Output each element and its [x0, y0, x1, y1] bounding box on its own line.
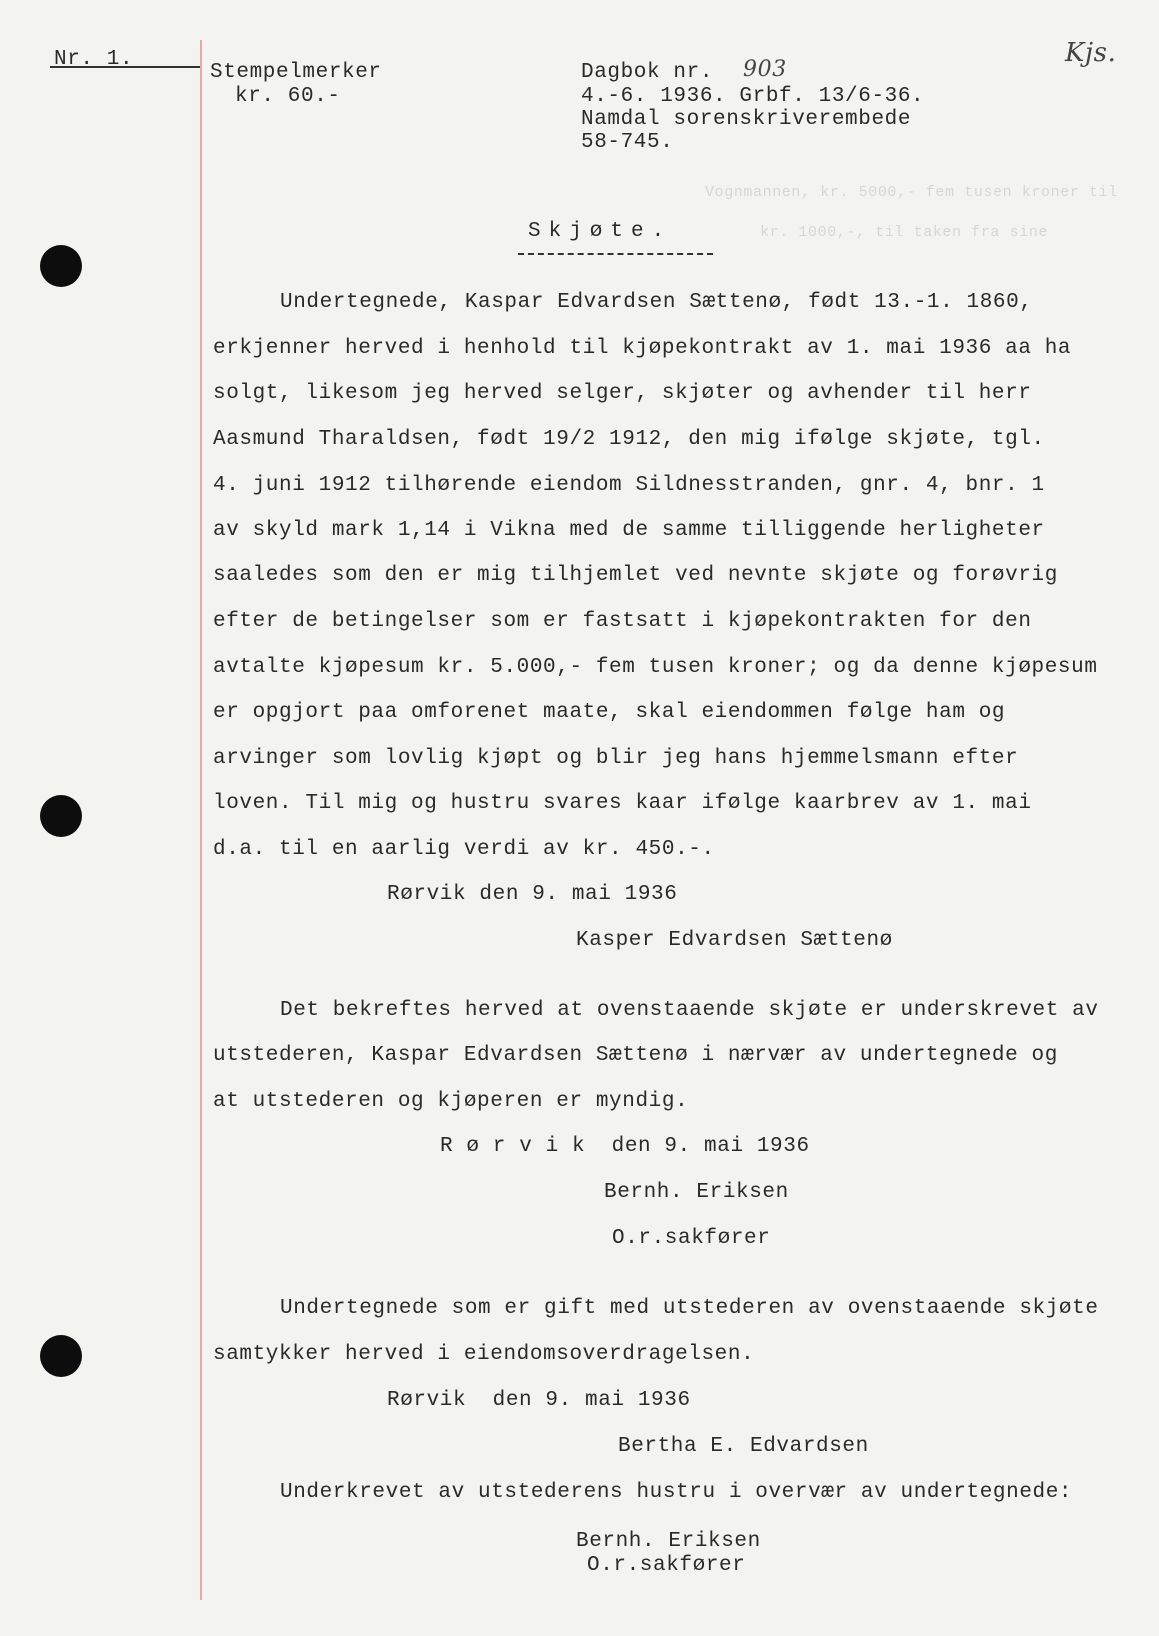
place-date: R ø r v i k den 9. mai 1936 — [440, 1135, 810, 1158]
consent-line: samtykker herved i eiendomsoverdragelsen. — [213, 1343, 755, 1366]
stamp-label: Stempelmerker — [210, 61, 382, 84]
place-date: Rørvik den 9. mai 1936 — [387, 1389, 691, 1412]
stamp-amount: kr. 60.- — [235, 85, 341, 108]
witness-statement: Underkrevet av utstederens hustru i overvær av undertegnede: — [280, 1481, 1073, 1504]
witness-name: Bernh. Eriksen — [576, 1530, 761, 1553]
body-line: er opgjort paa omforenet maate, skal eiendommen følge ham og — [213, 701, 1006, 724]
punch-hole — [40, 1335, 82, 1377]
reference-number: 58-745. — [581, 131, 674, 154]
witness-title: O.r.sakfører — [612, 1227, 771, 1250]
document-title: Skjøte. — [528, 220, 673, 243]
attest-line: Det bekreftes herved at ovenstaaende skjøte er underskrevet av — [280, 999, 1099, 1022]
body-line: arvinger som lovlig kjøpt og blir jeg hans hjemmelsmann efter — [213, 747, 1019, 770]
witness-name: Bernh. Eriksen — [604, 1181, 789, 1204]
office-name: Namdal sorenskriverembede — [581, 108, 912, 131]
document-number: Nr. 1. — [54, 48, 134, 71]
signature-name: Bertha E. Edvardsen — [618, 1435, 869, 1458]
title-underline — [518, 253, 713, 255]
punch-hole — [40, 795, 82, 837]
body-line: 4. juni 1912 tilhørende eiendom Sildnesstranden, gnr. 4, bnr. 1 — [213, 474, 1045, 497]
date-line: 4.-6. 1936. Grbf. 13/6-36. — [581, 85, 925, 108]
number-rule — [50, 66, 200, 68]
consent-line: Undertegnede som er gift med utstederen av ovenstaaende skjøte — [280, 1297, 1099, 1320]
body-line: efter de betingelser som er fastsatt i kjøpekontrakten for den — [213, 610, 1032, 633]
dagbok-label: Dagbok nr. — [581, 61, 714, 84]
body-line: saaledes som den er mig tilhjemlet ved nevnte skjøte og forøvrig — [213, 564, 1058, 587]
attest-line: at utstederen og kjøperen er myndig. — [213, 1090, 689, 1113]
attest-line: utstederen, Kaspar Edvardsen Sættenø i nærvær av undertegnede og — [213, 1044, 1058, 1067]
handwritten-initials: Kjs. — [1065, 38, 1117, 68]
place-date: Rørvik den 9. mai 1936 — [387, 883, 678, 906]
witness-title: O.r.sakfører — [587, 1554, 746, 1577]
body-line: d.a. til en aarlig verdi av kr. 450.-. — [213, 838, 715, 861]
punch-hole — [40, 245, 82, 287]
body-line: Aasmund Tharaldsen, født 19/2 1912, den mig ifølge skjøte, tgl. — [213, 428, 1045, 451]
body-line: loven. Til mig og hustru svares kaar ifølge kaarbrev av 1. mai — [213, 792, 1032, 815]
bleed-through-text: kr. 1000,-, til taken fra sine — [760, 224, 1049, 241]
dagbok-number: 903 — [743, 57, 787, 82]
body-line: Undertegnede, Kaspar Edvardsen Sættenø, født 13.-1. 1860, — [280, 291, 1033, 314]
bleed-through-text: Vognmannen, kr. 5000,- fem tusen kroner til — [705, 184, 1118, 201]
body-line: erkjenner herved i henhold til kjøpekontrakt av 1. mai 1936 aa ha — [213, 337, 1072, 360]
body-line: avtalte kjøpesum kr. 5.000,- fem tusen kroner; og da denne kjøpesum — [213, 656, 1098, 679]
body-line: solgt, likesom jeg herved selger, skjøter og avhender til herr — [213, 382, 1032, 405]
margin-line — [200, 40, 202, 1600]
body-line: av skyld mark 1,14 i Vikna med de samme tilliggende herligheter — [213, 519, 1045, 542]
signature-name: Kasper Edvardsen Sættenø — [576, 929, 893, 952]
